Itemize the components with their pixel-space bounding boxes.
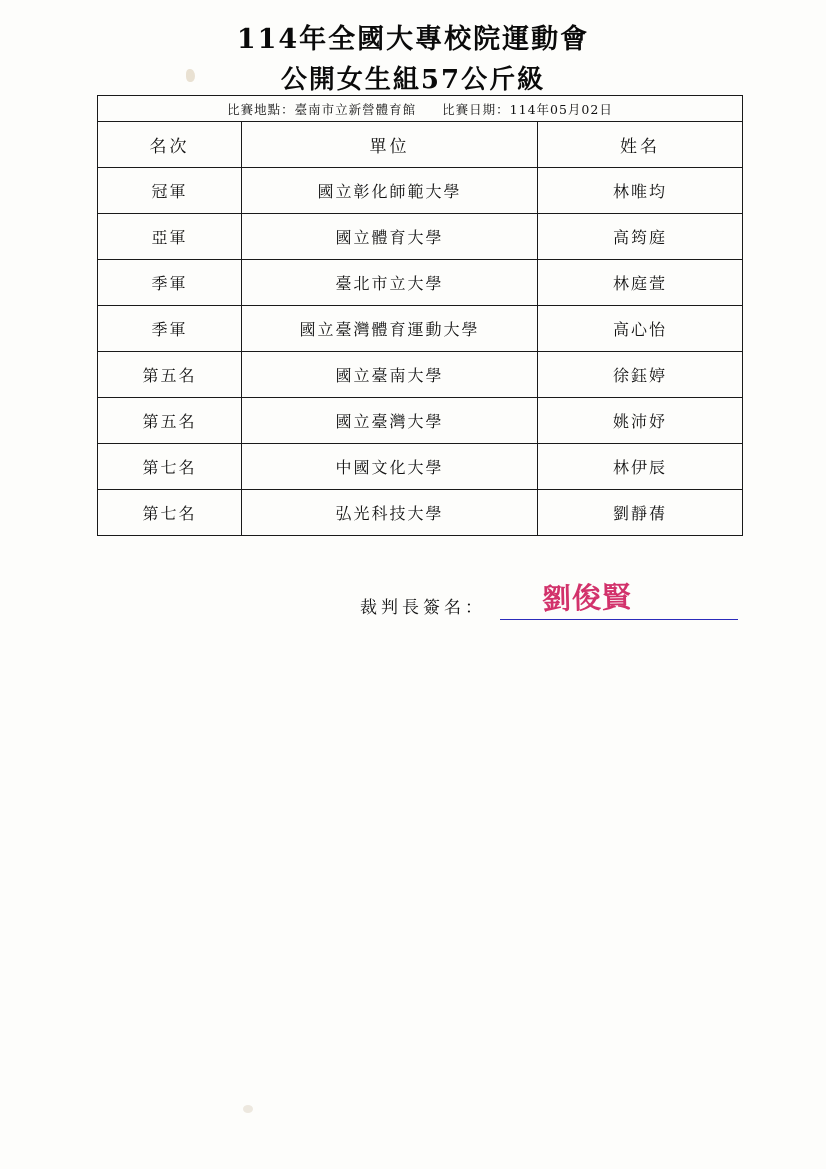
cell-rank: 第七名 [98, 444, 242, 490]
table-row [98, 168, 743, 214]
cell-name: 劉靜蒨 [538, 490, 743, 536]
table-meta-row [98, 96, 743, 122]
cell-rank: 季軍 [98, 260, 242, 306]
cell-rank: 第五名 [98, 398, 242, 444]
cell-unit: 國立臺南大學 [242, 352, 538, 398]
header-unit: 單位 [242, 122, 538, 168]
table-row [98, 398, 743, 444]
cell-name: 高心怡 [538, 306, 743, 352]
cell-rank: 第五名 [98, 352, 242, 398]
paper-smudge [186, 69, 195, 82]
table-header-row [98, 122, 743, 168]
signature-stamp: 劉俊賢 [541, 579, 633, 617]
cell-rank: 冠軍 [98, 168, 242, 214]
cell-unit: 中國文化大學 [242, 444, 538, 490]
signature-label: 裁判長簽名： [360, 598, 486, 618]
cell-rank: 第七名 [98, 490, 242, 536]
cell-name: 林唯均 [538, 168, 743, 214]
cell-name: 高筠庭 [538, 214, 743, 260]
page-subtitle: 公開女生組57公斤級 [280, 65, 546, 95]
page-title: 114年全國大專校院運動會 [236, 24, 590, 55]
signature-block [360, 579, 760, 620]
signature-line [500, 579, 738, 620]
paper-smudge-bottom [243, 1105, 253, 1113]
table-row [98, 306, 743, 352]
cell-unit: 國立體育大學 [242, 214, 538, 260]
cell-name: 姚沛妤 [538, 398, 743, 444]
header-name: 姓名 [538, 122, 743, 168]
table-row [98, 214, 743, 260]
cell-unit: 弘光科技大學 [242, 490, 538, 536]
cell-name: 林庭萱 [538, 260, 743, 306]
cell-name: 林伊辰 [538, 444, 743, 490]
meta-venue: 比賽地點：臺南市立新營體育館 [227, 101, 417, 117]
title-block [0, 0, 826, 98]
cell-unit: 臺北市立大學 [242, 260, 538, 306]
results-table [97, 95, 743, 536]
cell-rank: 季軍 [98, 306, 242, 352]
cell-unit: 國立彰化師範大學 [242, 168, 538, 214]
results-table-wrapper [97, 95, 742, 536]
table-row [98, 352, 743, 398]
cell-name: 徐鈺婷 [538, 352, 743, 398]
cell-rank: 亞軍 [98, 214, 242, 260]
cell-unit: 國立臺灣體育運動大學 [242, 306, 538, 352]
table-row [98, 444, 743, 490]
table-row [98, 490, 743, 536]
table-row [98, 260, 743, 306]
header-rank: 名次 [98, 122, 242, 168]
meta-date: 比賽日期：114年05月02日 [442, 101, 613, 117]
meta-cell [98, 96, 743, 122]
cell-unit: 國立臺灣大學 [242, 398, 538, 444]
